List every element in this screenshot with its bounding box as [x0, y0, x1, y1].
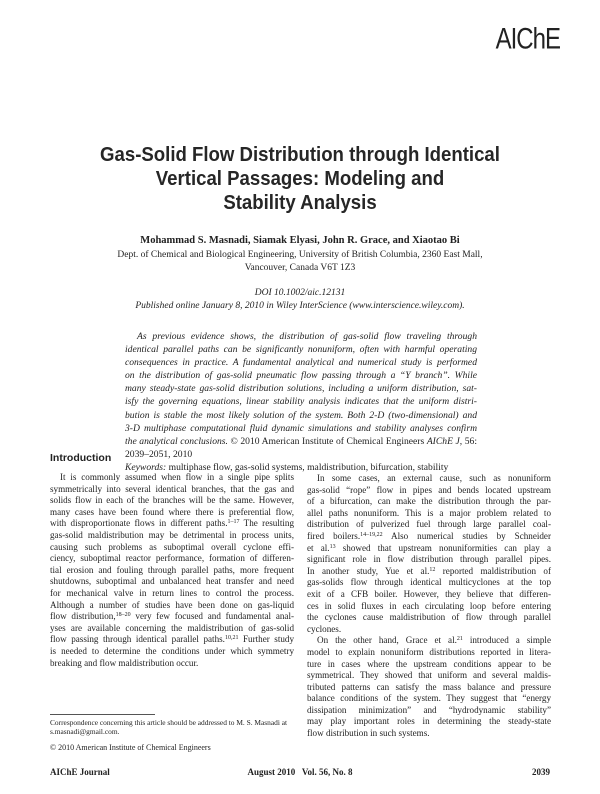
text-line: [307, 566, 551, 578]
abstract-line: on the distribution of gas-solid pneumatic flow passing through a “Y branch”. While: [125, 370, 477, 382]
text-segment: reported maldistribution of: [435, 565, 551, 576]
text-line: [50, 611, 294, 623]
citation: 21: [456, 636, 463, 643]
abstract-line: many steady-state gas-solid distribution solutions, including a uniform distribution, sat-: [125, 383, 477, 395]
text-line: flow distribution in such systems.: [307, 728, 430, 739]
text-line: yses are available concerning the maldistribution of gas-solid: [50, 622, 294, 633]
abstract-citation-line: [125, 435, 477, 448]
text-line: It is commonly assumed when flow in a single pipe splits: [60, 472, 294, 482]
text-segment: showed that upstream nonuniformities can play a: [335, 542, 551, 553]
citation: 13: [329, 543, 336, 550]
text-line: solids flow in each of the branches will be the same. However,: [50, 495, 294, 506]
text-segment: fired boilers.: [307, 530, 361, 541]
text-line: [50, 518, 294, 530]
text-line: may play important roles in determining the steady-state: [307, 716, 551, 727]
text-line: ces in solid fluxes in each circulating loop before entering: [307, 600, 551, 611]
page-footer: [50, 767, 550, 779]
title-line: Gas-Solid Flow Distribution through Identical: [100, 144, 500, 166]
footer-issue: August 2010 Vol. 56, No. 8: [247, 767, 353, 777]
text-line: dissipation minimization” and “hydrodynamic stability”: [307, 704, 551, 715]
text-line: [307, 635, 551, 647]
text-line: allel paths nonuniform. This is a major problem related to: [307, 507, 551, 518]
affiliation: Vancouver, Canada V6T 1Z3: [244, 263, 356, 273]
text-line: [50, 634, 294, 646]
text-line: gas-solid “rope” flow in pipes and bends located upstream: [307, 484, 551, 495]
text-line: significant role in flow distribution through parallel pipes.: [307, 554, 551, 565]
text-line: [307, 543, 551, 555]
text-line: many cases have been found where there is preferential flow,: [50, 506, 294, 517]
text-line: gas-solid maldistribution may be detrimental in process units,: [50, 529, 294, 540]
footer-journal-name: AIChE Journal: [50, 767, 110, 777]
correspondence-footnote: Correspondence concerning this article should be addressed to M. S. Masnadi at s.masnadi@gmail.com.: [50, 718, 288, 736]
abstract-line: isfy the governing equations, linear stability analysis indicates that the uniform distri-: [125, 396, 477, 408]
text-line: balance conditions of the system. They suggest that “energy: [307, 693, 551, 704]
text-segment: In another study, Yue et al.: [307, 565, 430, 576]
text-segment: very few focused and fundamental anal-: [130, 611, 294, 622]
text-line: symmetrical. They showed that uniform and several maldis-: [307, 670, 551, 681]
citation: 14–19,22: [360, 531, 383, 538]
abstract-line: bution is stable the most likely solution of the system. Both 2-D (two-dimensional) and: [125, 409, 477, 421]
citation: 12: [429, 566, 436, 573]
abstract-line: As previous evidence shows, the distribution of gas-solid flow traveling through: [137, 331, 477, 342]
text-line: is needed to determine the conditions under which symmetry: [50, 645, 294, 656]
text-line: breaking and flow maldistribution occur.: [50, 657, 199, 668]
volume-pages: 56:: [462, 435, 477, 447]
text-line: shutdowns, suboptimal and unbalanced heat transfer and need: [50, 576, 294, 587]
text-line: ciency, suboptimal reactor performance, formation of differen-: [50, 553, 294, 564]
abstract: [125, 330, 477, 474]
keywords: multiphase flow, gas-solid systems, maldistribution, bifurcation, stability: [166, 461, 449, 473]
abstract-line: identical parallel paths can be significantly nonuniform, often with harmful operating: [125, 344, 477, 356]
journal-abbrev: AIChE J,: [426, 435, 463, 447]
journal-logo: AIChE: [495, 22, 560, 56]
citation: 1–17: [227, 519, 240, 526]
text-line: Although a number of studies have been done on gas-liquid: [50, 599, 294, 610]
text-line: model to explain nonuniform distributions reported in litera-: [307, 646, 551, 657]
title-line: Vertical Passages: Modeling and: [155, 168, 445, 190]
left-column: [50, 472, 294, 669]
citation: 10,21: [224, 635, 239, 642]
text-line: for mechanical valve in return lines to control the process.: [50, 587, 294, 598]
copyright-notice: © 2010 American Institute of Chemical Engineers: [50, 743, 211, 752]
text-line: of a bifurcation, can make the distribution through the par-: [307, 496, 551, 507]
doi-line: DOI 10.1002/aic.12131: [254, 288, 346, 298]
text-line: ture in cases where the upstream conditions appear to be: [307, 658, 551, 669]
text-line: cyclones.: [307, 623, 342, 634]
text-segment: Further study: [238, 634, 294, 645]
text-line: gas-solids flow through identical multicyclones at the top: [307, 577, 551, 588]
keywords-label: Keywords:: [125, 461, 167, 473]
text-segment: Also numerical studies by Schneider: [382, 530, 551, 541]
text-line: exit of a CFB boiler. However, they believe that differen-: [307, 588, 551, 599]
text-line: In some cases, an external cause, such as nonuniform: [317, 473, 551, 483]
text-line: distribution of pulverized fuel through large parallel coal-: [307, 519, 551, 530]
publication-line: Published online January 8, 2010 in Wiley InterScience (www.interscience.wiley.com).: [135, 301, 465, 311]
text-line: tial erosion and fouling through parallel paths, more frequent: [50, 564, 294, 575]
author-list: Mohammad S. Masnadi, Siamak Elyasi, John R. Grace, and Xiaotao Bi: [140, 235, 460, 246]
abstract-line: consequences in practice. A fundamental analytical and numerical study is performed: [125, 357, 477, 369]
text-line: causing such problems as suboptimal overall cyclone effi-: [50, 541, 294, 552]
text-segment: introduced a simple: [462, 635, 551, 646]
text-line: the cyclones cause maldistribution of flow through parallel: [307, 612, 551, 623]
text-segment: The resulting: [239, 518, 294, 529]
abstract-pages: 2039–2051, 2010: [125, 448, 193, 460]
text-segment: et al.: [307, 542, 330, 553]
abstract-last-sentence: the analytical conclusions.: [125, 435, 228, 447]
text-segment: flow passing through identical parallel paths.: [50, 634, 225, 645]
text-segment: with disproportionate flows in different paths.: [50, 518, 228, 529]
text-segment: flow distribution,: [50, 611, 116, 622]
text-segment: On the other hand, Grace et al.: [317, 635, 457, 646]
abstract-copyright: © 2010 American Institute of Chemical Engineers: [227, 435, 427, 447]
title-line: Stability Analysis: [223, 192, 377, 214]
affiliation: Dept. of Chemical and Biological Engineering, University of British Columbia, 2360 East Mall,: [117, 250, 483, 260]
page-number: 2039: [532, 767, 550, 777]
citation: 18–20: [115, 612, 131, 619]
text-line: [307, 531, 551, 543]
text-line: tributed patterns can satisfy the mass balance and pressure: [307, 681, 551, 692]
abstract-line: 3-D multiphase computational fluid dynamic simulations and stability analyses confirm: [125, 422, 477, 434]
section-heading-introduction: Introduction: [50, 452, 112, 464]
text-line: symmetrically into several identical branches, that the gas and: [50, 483, 294, 494]
right-column: [307, 473, 551, 740]
footnote-rule: [50, 714, 155, 715]
article-title: [0, 143, 600, 215]
